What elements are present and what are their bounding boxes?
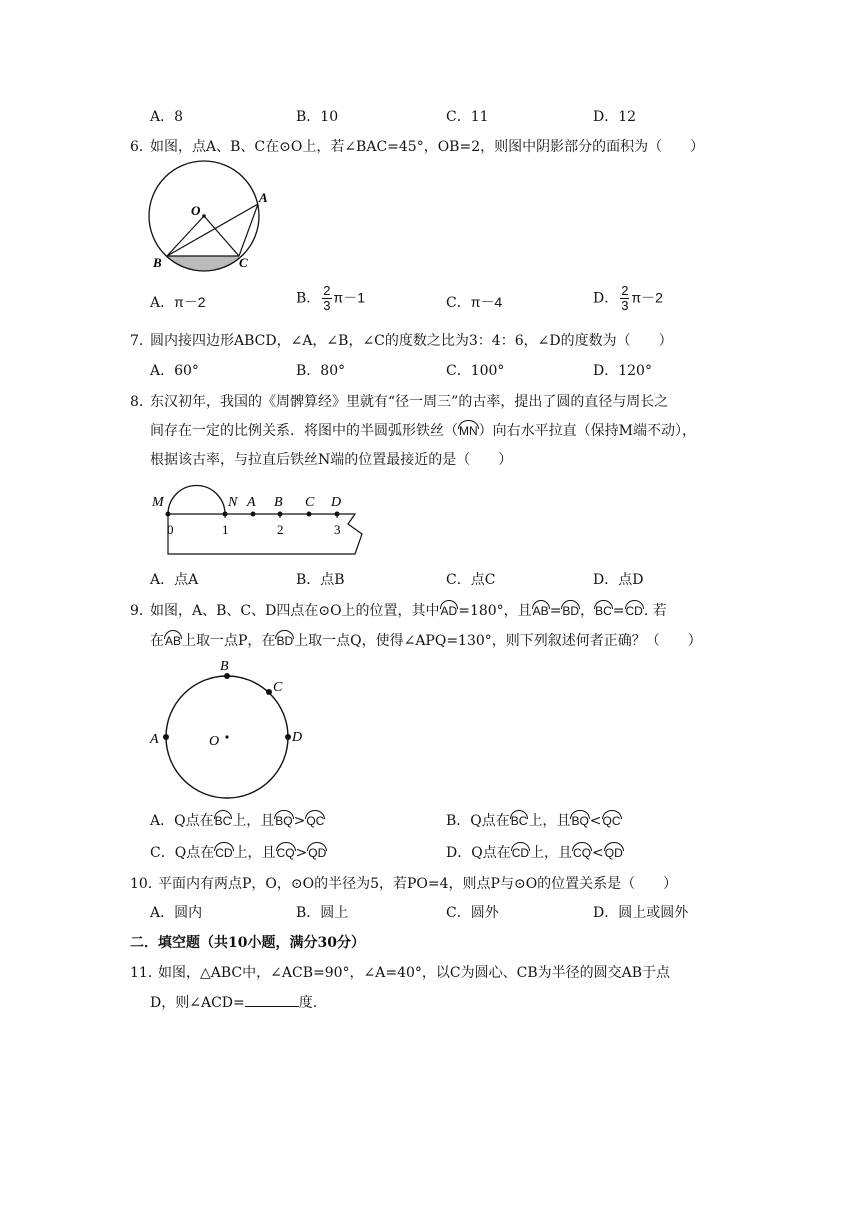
q9-option-a: A．Q点在BC上，且BQ>QC — [150, 813, 325, 829]
number-line-box — [168, 514, 362, 554]
q11-number: 11． — [130, 965, 162, 981]
center-dot — [225, 735, 228, 738]
q9-line2: 在AB上取一点P，在BD上取一点Q，使得∠APQ=130°，则下列叙述何者正确？（ ） — [150, 633, 702, 649]
q9-option-c: C．Q点在CD上，且CQ>QD — [150, 845, 327, 861]
point-c — [266, 689, 272, 695]
q6-text: 如图，点A、B、C在⊙O上，若∠BAC=45°，OB=2，则图中阴影部分的面积为（ ） — [150, 139, 705, 155]
q8-number: 8． — [130, 394, 153, 410]
tick-0: 0 — [167, 522, 174, 537]
tick-1: 1 — [222, 522, 229, 537]
label-m: M — [152, 495, 164, 510]
q8-option-d: D．点D — [593, 572, 644, 588]
q6-option-b: B． $\frac{2}{3}$ π－1 — [296, 283, 365, 313]
label-c: C — [273, 680, 283, 695]
center-dot — [202, 214, 206, 218]
segment-oc — [204, 216, 239, 256]
arc-mn: MN — [459, 424, 478, 438]
label-b: B — [153, 255, 162, 270]
q8-line2: 间存在一定的比例关系．将图中的半圆弧形铁丝（MN）向右水平拉直（保持M端不动）， — [150, 423, 697, 439]
q10-option-a: A．圆内 — [150, 905, 203, 921]
q9-option-d: D．Q点在CD上，且CQ<QD — [446, 845, 623, 861]
q9-figure — [145, 655, 315, 801]
q7-number: 7． — [130, 333, 153, 349]
tick-2: 2 — [277, 522, 284, 537]
q10-text: 平面内有两点P，O，⊙O的半径为5，若PO=4，则点P与⊙O的位置关系是（ ） — [158, 876, 678, 892]
q8-option-c: C．点C — [446, 572, 496, 588]
q8-figure — [150, 480, 370, 556]
label-o: O — [191, 203, 201, 218]
tick-3: 3 — [334, 522, 341, 537]
label-o: O — [209, 734, 220, 749]
q7-option-a: A．60° — [150, 363, 199, 379]
q7-option-c: C．100° — [446, 363, 505, 379]
section-2-title: 二．填空题（共10小题，满分30分） — [130, 935, 365, 951]
q9-line1: 如图，A、B、C、D四点在⊙O上的位置，其中AD=180°，且AB=BD，BC=CD. 若 — [150, 603, 667, 619]
label-b: B — [220, 659, 229, 674]
label-d: D — [331, 495, 342, 510]
label-d: D — [292, 730, 303, 745]
segment-ob — [167, 216, 204, 256]
q5-option-a: A．8 — [150, 109, 184, 125]
point-d — [285, 734, 291, 740]
answer-blank — [245, 994, 299, 1007]
q7-option-d: D．120° — [593, 363, 652, 379]
label-a: A — [259, 190, 268, 205]
q6-number: 6． — [130, 139, 153, 155]
q11-line2: D，则∠ACD= 度. — [150, 995, 318, 1011]
label-c: C — [239, 255, 248, 270]
q11-line1: 如图，△ABC中，∠ACB=90°，∠A=40°，以C为圆心、CB为半径的圆交AB于点 — [158, 965, 671, 981]
label-a: A — [150, 732, 159, 747]
q6-option-c: C．π－4 — [446, 294, 503, 311]
semicircle-wire — [168, 486, 225, 514]
q5-option-b: B．10 — [296, 109, 339, 125]
q10-option-d: D．圆上或圆外 — [593, 905, 689, 921]
label-a: A — [247, 495, 256, 510]
q5-option-d: D．12 — [593, 109, 637, 125]
q7-text: 圆内接四边形ABCD，∠A，∠B，∠C的度数之比为3：4：6，∠D的度数为（ ） — [150, 333, 673, 349]
q8-line1: 东汉初年，我国的《周髀算经》里就有“径一周三”的古率，提出了圆的直径与周长之 — [150, 394, 669, 410]
q6-option-d: D． $\frac{2}{3}$ π－2 — [593, 283, 663, 313]
q8-line3: 根据该古率，与拉直后铁丝N端的位置最接近的是（ ） — [150, 452, 513, 468]
q8-option-a: A．点A — [150, 572, 199, 588]
label-n: N — [228, 495, 238, 510]
q6-option-a: A．π－2 — [150, 294, 206, 311]
q9-number: 9． — [130, 603, 153, 619]
q9-option-b: B．Q点在BC上，且BQ<QC — [446, 813, 621, 829]
q7-option-b: B．80° — [296, 363, 346, 379]
q10-option-b: B．圆上 — [296, 905, 349, 921]
point-a — [163, 734, 169, 740]
q8-option-b: B．点B — [296, 572, 345, 588]
q10-option-c: C．圆外 — [446, 905, 499, 921]
q5-option-c: C．11 — [446, 109, 489, 125]
q10-number: 10． — [130, 876, 162, 892]
q6-figure — [145, 160, 275, 274]
label-b: B — [274, 495, 283, 510]
label-c: C — [305, 495, 315, 510]
segment-ab — [167, 204, 258, 256]
